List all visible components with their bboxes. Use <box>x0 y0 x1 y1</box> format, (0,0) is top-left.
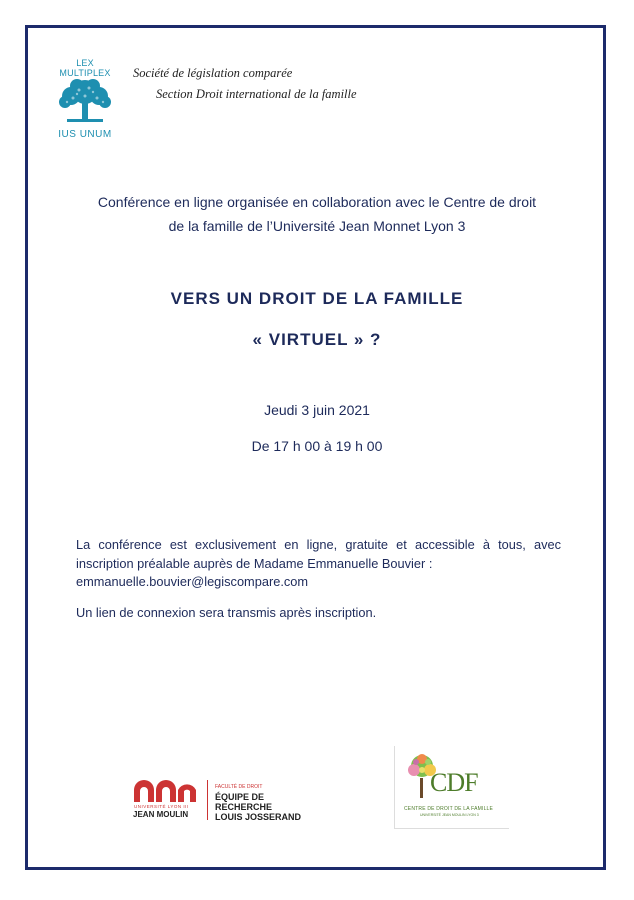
event-time: De 17 h 00 à 19 h 00 <box>251 438 383 454</box>
jm-name: JEAN MOULIN <box>133 810 189 819</box>
logo-bottom-text: IUS UNUM <box>58 129 112 140</box>
contact-email[interactable]: emmanuelle.bouvier@legiscompare.com <box>76 574 309 589</box>
cdf-university: UNIVERSITÉ JEAN MOULIN LYON 3 <box>420 813 479 817</box>
event-date: Jeudi 3 juin 2021 <box>264 402 370 418</box>
cdf-abbreviation: CDF <box>430 768 478 797</box>
lex-multiplex-logo <box>52 58 118 140</box>
conference-intro <box>60 190 574 238</box>
team-line-3: LOUIS JOSSERAND <box>215 812 302 822</box>
faculty-label: FACULTÉ DE DROIT <box>215 784 263 790</box>
research-team-label <box>215 782 301 822</box>
jm-arches-icon <box>132 780 198 802</box>
conference-title-line-1: VERS UN DROIT DE LA FAMILLE <box>170 289 464 308</box>
conference-title-line-2: « VIRTUEL » ? <box>252 330 382 349</box>
society-name: Société de législation comparée <box>133 66 293 80</box>
intro-line-2: de la famille de l’Université Jean Monnet Lyon 3 <box>168 218 466 234</box>
connection-note: Un lien de connexion sera transmis après inscription. <box>76 605 377 620</box>
logo-top-text: LEX MULTIPLEX <box>59 58 111 78</box>
jm-university-label: UNIVERSITÉ LYON III <box>134 804 189 809</box>
team-line-1: ÉQUIPE DE <box>215 792 265 802</box>
team-line-2: RECHERCHE <box>215 802 273 812</box>
registration-info: La conférence est exclusivement en ligne, gratuite et accessible à tous, avec inscription préalable auprès de Madame Emmanuelle Bouvier : <box>76 537 561 571</box>
cdf-full-name: CENTRE DE DROIT DE LA FAMILLE <box>404 806 494 812</box>
jm-divider <box>207 780 208 820</box>
intro-line-1: Conférence en ligne organisée en collaboration avec le Centre de droit <box>97 194 537 210</box>
tree-icon <box>55 78 115 124</box>
society-section: Section Droit international de la famille <box>156 87 357 101</box>
